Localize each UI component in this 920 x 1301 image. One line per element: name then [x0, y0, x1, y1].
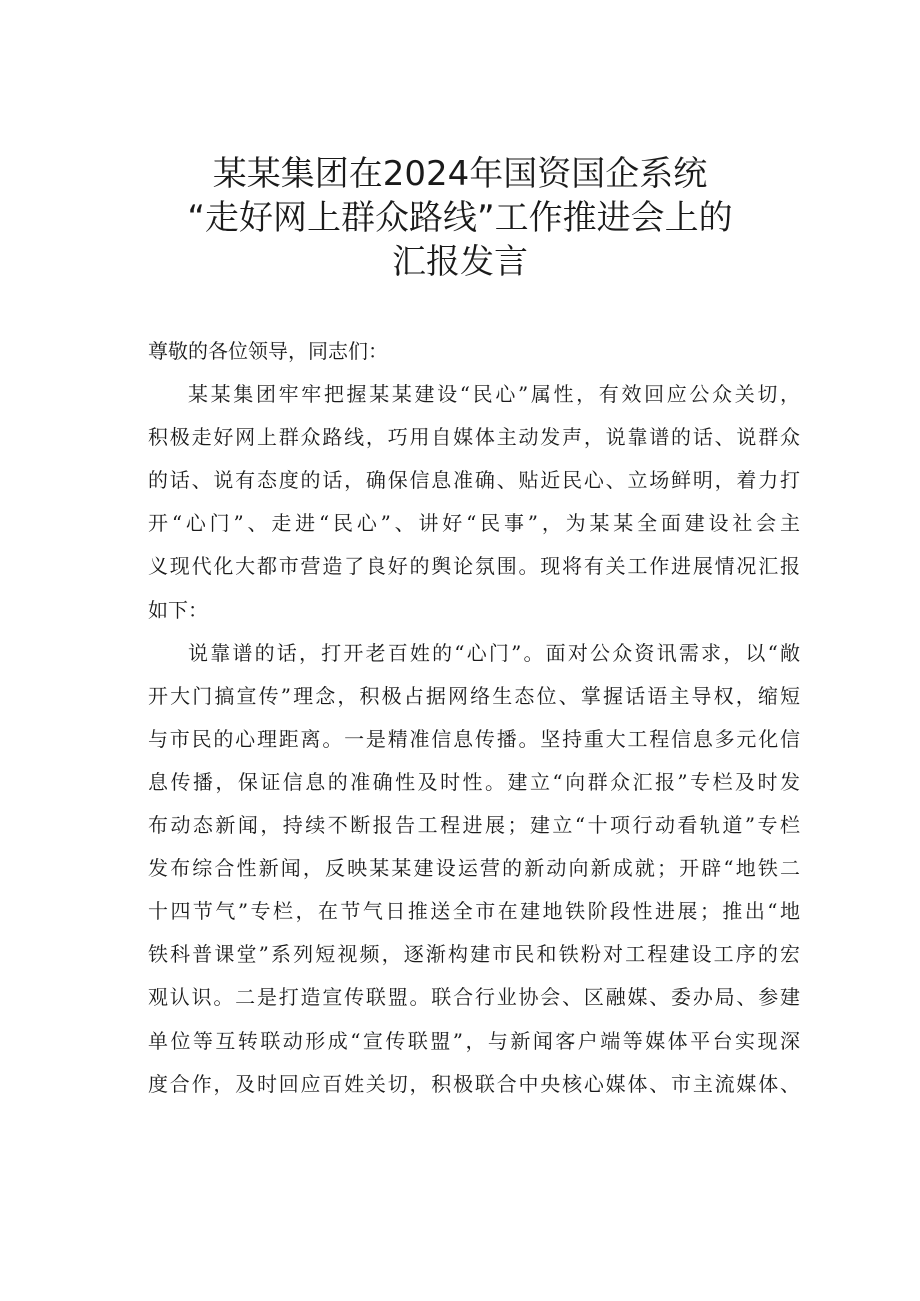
- document-title: [120, 152, 800, 284]
- paragraph-line: 铁科普课堂”系列短视频，逐渐构建市民和铁粉对工程建设工序的宏: [148, 942, 800, 967]
- paragraph-line: 义现代化大都市营造了良好的舆论氛围。现将有关工作进展情况汇报: [148, 554, 800, 579]
- title-line-2: “走好网上群众路线”工作推进会上的: [187, 198, 733, 238]
- title-line-1: 某某集团在2024年国资国企系统: [212, 154, 708, 194]
- paragraph-line: 说靠谱的话，打开老百姓的“心门”。面对公众资讯需求，以“敞: [188, 640, 800, 665]
- paragraph-line: 息传播，保证信息的准确性及时性。建立“向群众汇报”专栏及时发: [148, 769, 800, 794]
- paragraph-line: 观认识。二是打造宣传联盟。联合行业协会、区融媒、委办局、参建: [148, 985, 800, 1010]
- paragraph-intro: [148, 373, 800, 632]
- paragraph-line: 单位等互转联动形成“宣传联盟”，与新闻客户端等媒体平台实现深: [148, 1028, 800, 1053]
- salutation: 尊敬的各位领导，同志们：: [148, 339, 388, 363]
- paragraph-line: 布动态新闻，持续不断报告工程进展；建立“十项行动看轨道”专栏: [148, 813, 800, 838]
- paragraph-line: 度合作，及时回应百姓关切，积极联合中央核心媒体、市主流媒体、: [148, 1071, 800, 1096]
- paragraph-section-1: [148, 632, 800, 1106]
- paragraph-line: 十四节气”专栏，在节气日推送全市在建地铁阶段性进展；推出“地: [148, 899, 800, 924]
- paragraph-line: 积极走好网上群众路线，巧用自媒体主动发声，说靠谱的话、说群众: [148, 425, 800, 450]
- title-line-3: 汇报发言: [392, 242, 528, 282]
- paragraph-line: 与市民的心理距离。一是精准信息传播。坚持重大工程信息多元化信: [148, 726, 800, 751]
- document-body: [148, 330, 800, 1106]
- paragraph-line: 发布综合性新闻，反映某某建设运营的新动向新成就；开辟“地铁二: [148, 856, 800, 881]
- paragraph-line: 的话、说有态度的话，确保信息准确、贴近民心、立场鲜明，着力打: [148, 468, 800, 493]
- paragraph-line: 开“心门”、走进“民心”、讲好“民事”，为某某全面建设社会主: [148, 511, 800, 536]
- paragraph-line: 某某集团牢牢把握某某建设“民心”属性，有效回应公众关切，: [188, 382, 800, 407]
- paragraph-line: 如下：: [148, 597, 208, 622]
- paragraph-line: 开大门搞宣传”理念，积极占据网络生态位、掌握话语主导权，缩短: [148, 683, 800, 708]
